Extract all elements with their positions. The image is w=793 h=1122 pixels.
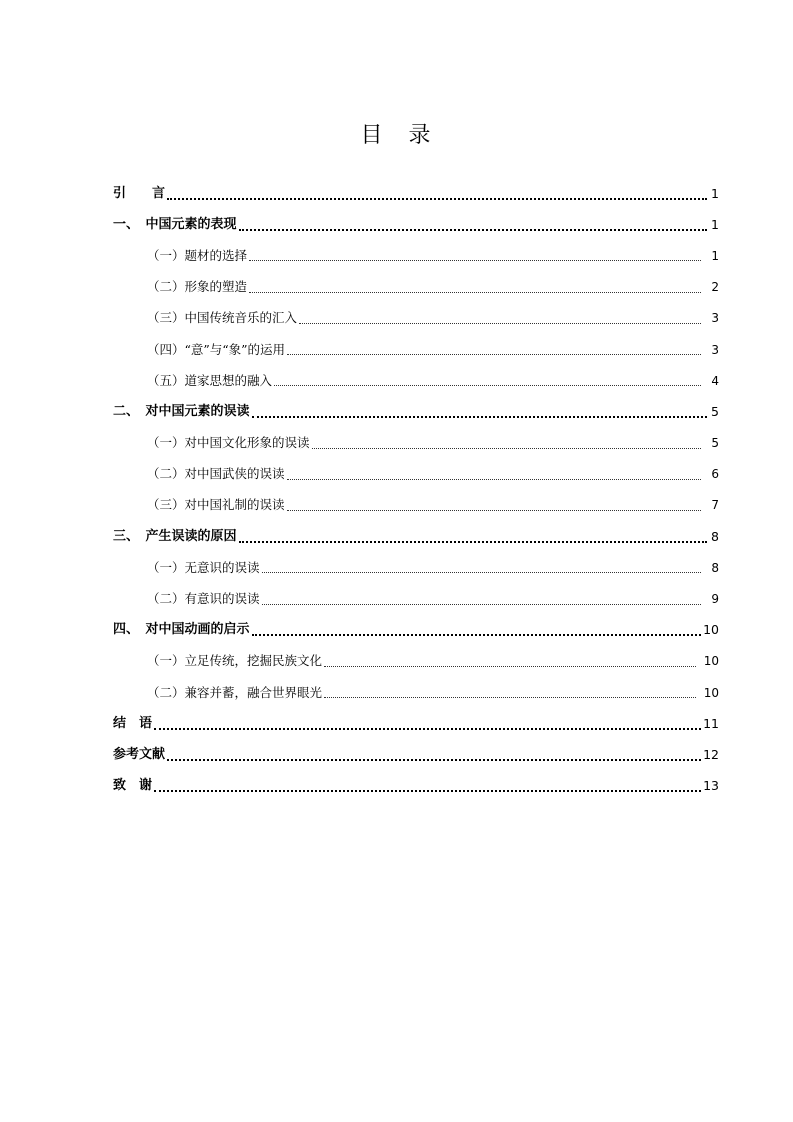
toc-entry-label: 四、 对中国动画的启示	[113, 622, 250, 638]
toc-entry-label: （一）立足传统，挖掘民族文化	[147, 653, 323, 669]
toc-entry[interactable]	[113, 303, 719, 334]
toc-page-number: 4	[711, 373, 719, 388]
toc-page-number: 3	[711, 311, 719, 326]
toc-page-number: 5	[711, 403, 719, 419]
toc-page-number: 8	[711, 528, 719, 544]
toc-entry[interactable]	[113, 396, 719, 427]
toc-page-number: 6	[711, 467, 719, 482]
toc-dot-leader	[287, 336, 701, 355]
toc-entry-label: 三、 产生误读的原因	[113, 528, 237, 544]
toc-entry[interactable]	[113, 583, 719, 614]
toc-entry[interactable]	[113, 646, 719, 677]
toc-entry-label: 一、 中国元素的表现	[113, 216, 237, 232]
toc-entry-label: 结 语	[113, 715, 153, 731]
toc-dot-leader	[287, 461, 701, 480]
toc-page-number: 8	[711, 560, 719, 575]
toc-dot-leader	[249, 274, 701, 293]
toc-entry-label: （二）对中国武侠的误读	[147, 466, 285, 482]
toc-dot-leader	[252, 398, 707, 418]
toc-page-number: 12	[703, 746, 719, 762]
toc-dot-leader	[154, 710, 701, 730]
toc-page-number: 1	[711, 185, 719, 201]
toc-entry-label: （一）对中国文化形象的误读	[147, 435, 310, 451]
toc-entry-label: （一）题材的选择	[147, 247, 248, 263]
toc-dot-leader	[274, 367, 701, 386]
toc-entry-label: 引 言	[113, 185, 166, 201]
toc-entry[interactable]	[113, 490, 719, 521]
toc-page-number: 10	[703, 654, 719, 669]
toc-page-number: 1	[711, 248, 719, 263]
page-title: 目 录	[360, 123, 433, 148]
toc-page-number: 10	[703, 622, 719, 638]
toc-page-number: 9	[711, 592, 719, 607]
toc-page-number: 5	[711, 436, 719, 451]
toc-page-number: 3	[711, 342, 719, 357]
toc-entry[interactable]	[113, 209, 719, 240]
toc-entry[interactable]	[113, 272, 719, 303]
toc-dot-leader	[239, 523, 707, 543]
toc-entry[interactable]	[113, 739, 719, 770]
toc-entry[interactable]	[113, 459, 719, 490]
toc-entry-label: 致 谢	[113, 778, 153, 794]
toc-entry[interactable]	[113, 521, 719, 552]
toc-entry[interactable]	[113, 615, 719, 646]
toc-dot-leader	[287, 492, 701, 511]
toc-entry-label: （二）有意识的误读	[147, 591, 260, 607]
toc-dot-leader	[239, 211, 707, 231]
toc-entry-label: 二、 对中国元素的误读	[113, 403, 250, 419]
toc-dot-leader	[167, 180, 707, 200]
toc-entry[interactable]	[113, 428, 719, 459]
table-of-contents	[113, 178, 719, 802]
toc-entry[interactable]	[113, 178, 719, 209]
toc-entry[interactable]	[113, 552, 719, 583]
toc-entry[interactable]	[113, 708, 719, 739]
toc-dot-leader	[252, 616, 702, 636]
toc-dot-leader	[324, 648, 696, 667]
toc-dot-leader	[154, 772, 701, 792]
toc-page-number: 11	[703, 715, 719, 731]
toc-page-number: 2	[711, 280, 719, 295]
toc-entry-label: （四）“意”与“象”的运用	[147, 341, 286, 357]
toc-dot-leader	[262, 586, 701, 605]
toc-entry[interactable]	[113, 771, 719, 802]
toc-dot-leader	[312, 430, 701, 449]
toc-page-number: 7	[711, 498, 719, 513]
toc-dot-leader	[324, 679, 696, 698]
toc-page-number: 10	[703, 685, 719, 700]
toc-entry-label: （三）中国传统音乐的汇入	[147, 310, 298, 326]
toc-dot-leader	[262, 554, 701, 573]
toc-entry-label: （二）兼容并蓄，融合世界眼光	[147, 684, 323, 700]
toc-dot-leader	[167, 741, 701, 761]
toc-entry-label: （二）形象的塑造	[147, 279, 248, 295]
toc-page-number: 1	[711, 216, 719, 232]
toc-entry-label: 参考文献	[113, 746, 166, 762]
toc-entry-label: （三）对中国礼制的误读	[147, 497, 285, 513]
toc-entry[interactable]	[113, 334, 719, 365]
toc-entry-label: （一）无意识的误读	[147, 559, 260, 575]
toc-entry[interactable]	[113, 365, 719, 396]
toc-entry-label: （五）道家思想的融入	[147, 372, 273, 388]
toc-dot-leader	[249, 242, 701, 261]
toc-dot-leader	[299, 305, 701, 324]
toc-page-number: 13	[703, 778, 719, 794]
toc-entry[interactable]	[113, 677, 719, 708]
toc-entry[interactable]	[113, 240, 719, 271]
